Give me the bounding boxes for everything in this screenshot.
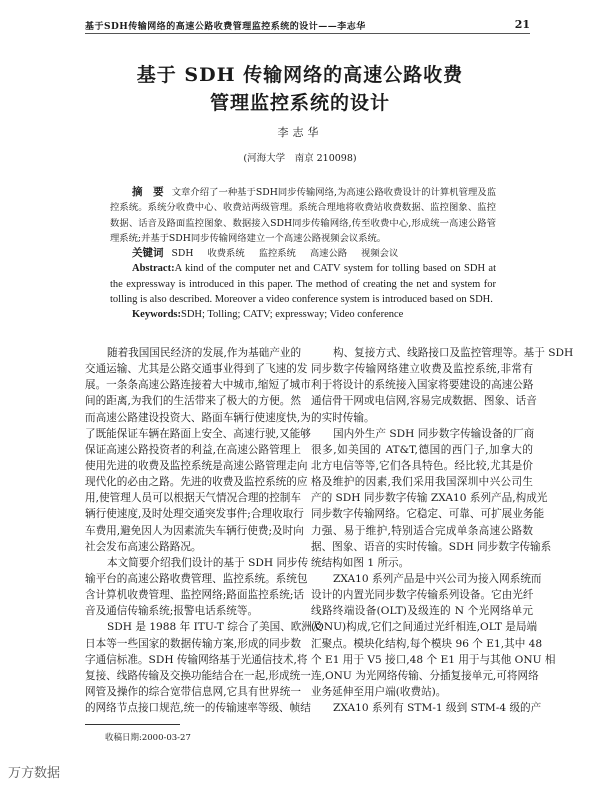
body-text-line: 的网络节点接口规范,统一的传输速率等级、帧结	[85, 702, 311, 715]
body-text-line: SDH 是 1988 年 ITU-T 综合了美国、欧洲及	[107, 621, 323, 634]
keyword: 监控系统	[258, 248, 296, 260]
body-text-line: 连,ONU 为光网络传输、分插复接单元,可将网络	[311, 669, 539, 682]
body-text-line: 而高速公路建设投资大、路面车辆行使速度快,为	[85, 411, 311, 424]
body-text-line: 保证高速公路投资者的利益,在高速公路管理上	[85, 443, 301, 456]
body-text-line: 同步数字传输网络建立收费及监控系统,非常有	[311, 363, 533, 376]
abstract-en	[110, 261, 496, 307]
body-text-line: 格及维护的因素,我们采用我国深圳中兴公司生	[311, 476, 533, 489]
body-text-line: 了既能保证车辆在路面上安全、高速行驶,又能够	[85, 427, 311, 440]
body-column-left	[85, 345, 323, 716]
body-text-line: 汇聚点。模块化结构,每个模块 96 个 E1,其中 48	[311, 637, 543, 650]
keyword: SDH	[171, 248, 194, 260]
body-text-line: 力强、易于维护,特别适合完成单条高速公路数	[311, 524, 533, 537]
body-text-line: 用,使管理人员可以根据天气情况合理的控制车	[85, 492, 301, 505]
body-text-line: 统结构如图 1 所示。	[311, 556, 410, 569]
watermark: 万方数据	[8, 766, 61, 781]
page-number: 21	[514, 18, 530, 31]
body-text-line: 线路终端设备(OLT)及级连的 N 个光网络单元	[311, 605, 533, 618]
body-text-line: 很多,如美国的 AT&T,德国的西门子,加拿大的	[311, 443, 533, 456]
body-text-line: ZXA10 系列产品是中兴公司为接入网系统而	[333, 572, 542, 585]
body-text-line: 日本等一些国家的数据传输方案,形成的同步数	[85, 637, 301, 650]
body-text-line: 现代化的必由之路。先进的收费及监控系统的应	[85, 476, 308, 489]
keyword: 收费系统	[207, 248, 245, 260]
abstract-label: 摘 要	[132, 186, 164, 198]
abstract-block	[110, 185, 496, 323]
body-text-line: 产的 SDH 同步数字传输 ZXA10 系列产品,构成光	[311, 492, 548, 505]
received-date-footnote: 收稿日期:2000-03-27	[105, 733, 191, 743]
abstract-en-label: Abstract:	[132, 263, 175, 275]
keyword: 高速公路	[309, 248, 348, 260]
body-text-line: 据、图象、语音的实时传输。SDH 同步数字传输系	[311, 540, 552, 553]
body-text-line: 本文简要介绍我们设计的基于 SDH 同步传	[107, 556, 309, 569]
body-text-line: 网管及操作的综合宽带信息网,它具有世界统一	[85, 685, 301, 698]
body-text-line: 辆行使速度,及时处理交通突发事件;合理收取行	[85, 508, 304, 521]
body-text-line: 间的距离,为我们的生活带来了极大的方便。然	[85, 395, 301, 408]
body-text-line: 北方电信等等,它们各具特色。经比较,尤其是价	[311, 459, 533, 472]
abstract-en-text: A kind of the computer net and CATV system for tolling based on SDH at the expressway is introduced in this paper. The method of creating the net and system for tolling is also described. Moreover a video conference system is introduced based on SDH.	[110, 263, 496, 306]
keyword: 视频会议	[361, 248, 399, 260]
body-text-line: 的实时传输。	[311, 411, 375, 424]
keywords-label: 关键词	[132, 247, 164, 260]
body-text-line: 利于将设计的系统接入国家将要建设的高速公路	[311, 379, 534, 392]
body-text-line: 国内外生产 SDH 同步数字传输设备的厂商	[333, 427, 535, 440]
footnote-divider	[85, 724, 180, 725]
paper-title-line-2: 管理监控系统的设计	[209, 92, 390, 114]
body-text-line: 社会发布高速公路路况。	[85, 540, 202, 553]
body-text-line: 个 E1 用于 V5 接口,48 个 E1 用于与其他 ONU 相	[311, 653, 556, 666]
body-text-line: 交通运输、尤其是公路交通事业得到了飞速的发	[85, 363, 308, 376]
body-text-line: 字通信标准。SDH 传输网络基于光通信技术,将	[85, 653, 308, 666]
affiliation: (河海大学 南京 210098)	[243, 153, 357, 164]
body-text-line: 使用先进的收费及监控系统是高速公路管理走向	[85, 459, 308, 472]
running-head-title: 基于SDH传输网络的高速公路收费管理监控系统的设计——李志华	[85, 22, 366, 32]
body-text-line: ZXA10 系列有 STM-1 级到 STM-4 级的产	[333, 702, 542, 715]
paper-title-line-1: 基于 SDH 传输网络的高速公路收费	[136, 64, 464, 86]
keywords-en-label: Keywords:	[132, 309, 181, 321]
keywords-cn	[110, 246, 496, 261]
body-text-line: 通信骨干网或电信网,容易完成数据、图象、话音	[311, 395, 537, 408]
body-text-line: 业务延伸至用户端(收费站)。	[311, 685, 447, 698]
abstract-cn	[110, 185, 496, 246]
body-text-line: 车费用,避免因人为因素流失车辆行使费;及时向	[85, 524, 304, 537]
body-text-line: (ONU)构成,它们之间通过光纤相连,OLT 是局端	[311, 621, 538, 634]
keywords-en-text: SDH; Tolling; CATV; expressway; Video conference	[181, 309, 404, 321]
body-text-line: 输平台的高速公路收费管理、监控系统。系统包	[85, 572, 308, 585]
body-text-line: 音及通信传输系统;报警电话系统等。	[85, 605, 259, 618]
body-text-line: 含计算机收费管理、监控网络;路面监控系统;话	[85, 589, 305, 602]
body-text-line: 随着我国国民经济的发展,作为基础产业的	[107, 347, 302, 359]
body-text-line: 展。一条条高速公路连接着大中城市,缩短了城市	[85, 379, 311, 392]
body-text-line: 设计的内置光同步数字传输系列设备。它由光纤	[311, 589, 534, 602]
body-column-right	[311, 345, 574, 716]
keywords-en	[110, 307, 496, 322]
body-text-line: 构、复接方式、线路接口及监控管理等。基于 SDH	[333, 347, 574, 359]
body-text-line: 复接、线路传输及交换功能结合在一起,形成统一	[85, 669, 311, 682]
abstract-text: 文章介绍了一种基于SDH同步传输网络,为高速公路收费设计的计算机管理及监控系统。系统分收费中心、收费站两级管理。系统合理地将收费站收费数据、监控图象、监控数据、话音及路面监控图象、数据接入SDH同步传输网络,传至收费中心,形成统一高速公路管理系统;并基于SDH同步传输网络建立一个高速公路视频会议系统。	[110, 187, 497, 244]
running-header	[85, 17, 530, 34]
author: 李志华	[277, 126, 323, 139]
body-text-line: 同步数字传输网络。它稳定、可靠、可扩展业务能	[311, 508, 545, 521]
